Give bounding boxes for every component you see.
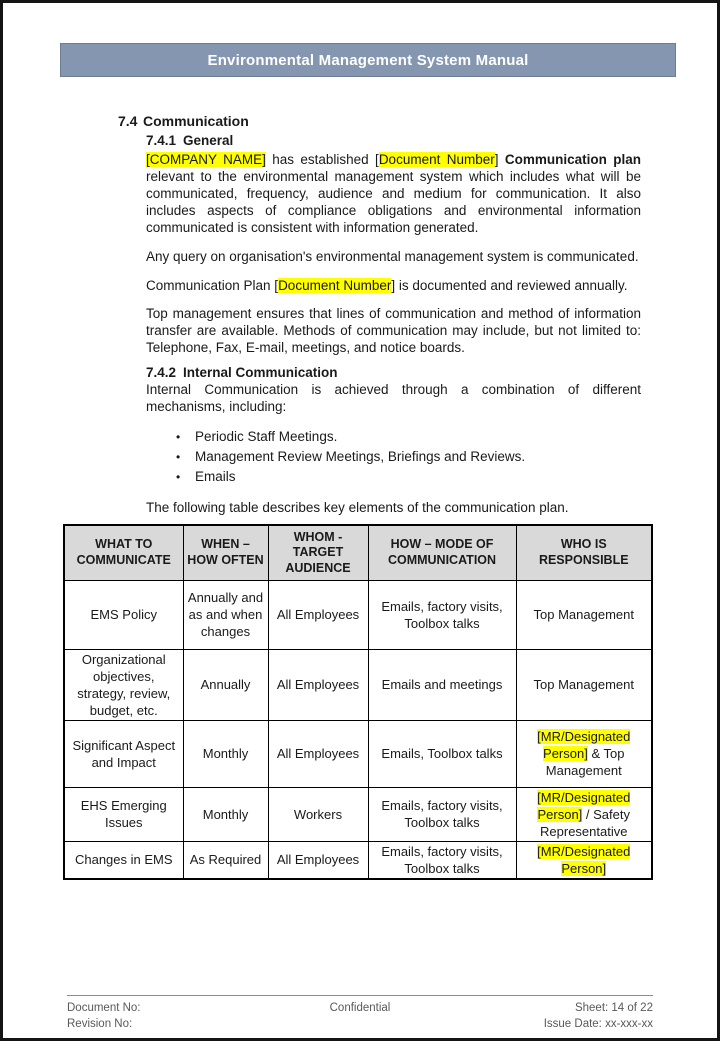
document-number-placeholder: Document Number [278,278,392,293]
table-row [64,580,652,649]
footer-document-no: Document No: [67,1002,141,1014]
document-title: Environmental Management System Manual [207,51,529,69]
footer-center [262,1000,457,1032]
table-row [64,649,652,720]
col-header-whom: WHOM - TARGET AUDIENCE [268,525,368,580]
section-title: General [183,133,234,148]
col-header-how: HOW – MODE OF COMMUNICATION [368,525,516,580]
cell-whom: All Employees [268,580,368,649]
footer-right [458,1000,653,1032]
cell-when: Monthly [183,787,268,841]
communication-plan-bold: Communication plan [504,152,641,167]
paragraph-general-1: [COMPANY NAME] has established [Document Number] Communication plan relevant to the environmental management system which includes what will be communicated, frequency, audience and medium for communication. It also includes aspects of compliance obligations and environmental information communicated is consistent with information generated. [146,152,641,235]
table-row [64,787,652,841]
cell-what: Changes in EMS [64,841,183,879]
bullet-icon: • [176,470,181,484]
col-header-who: WHO IS RESPONSIBLE [516,525,652,580]
cell-whom: All Employees [268,649,368,720]
table-row [64,841,652,879]
page-footer [67,995,653,1032]
cell-who [516,841,652,879]
footer-left [67,1000,262,1032]
cell-when: Annually and as and when changes [183,580,268,649]
cell-who: [MR/Designated Person] / Safety Representative [516,787,652,841]
paragraph-general-2: Any query on organisation's environmental management system is communicated. [146,249,639,264]
section-heading-7-4 [118,113,640,130]
cell-when: Annually [183,649,268,720]
cell-what: EMS Policy [64,580,183,649]
section-number: 7.4.1 [146,133,177,148]
cell-when: As Required [183,841,268,879]
page-content [3,3,717,880]
cell-how: Emails, Toolbox talks [368,720,516,787]
section-number: 7.4.2 [146,365,177,380]
bullet-list [176,427,641,487]
cell-who: [MR/Designated Person] & Top Management [516,720,652,787]
list-item: • Periodic Staff Meetings. [176,427,641,447]
section-heading-7-4-1 [146,132,640,149]
bullet-icon: • [176,430,181,444]
paragraph-general-3: Communication Plan [Document Number] is documented and reviewed annually. [146,278,628,293]
table-row [64,720,652,787]
cell-who: Top Management [516,580,652,649]
mr-designated-placeholder: [MR/Designated Person] [537,843,631,876]
mr-designated-placeholder: [MR/Designated Person] [537,789,631,822]
section-heading-7-4-2 [146,364,640,381]
cell-how: Emails, factory visits, Toolbox talks [368,580,516,649]
cell-how: Emails, factory visits, Toolbox talks [368,841,516,879]
section-title: Internal Communication [183,365,338,380]
footer-revision-no: Revision No: [67,1018,133,1030]
cell-whom: All Employees [268,720,368,787]
section-number: 7.4 [118,113,138,129]
list-item: • Management Review Meetings, Briefings and Reviews. [176,447,641,467]
cell-what: EHS Emerging Issues [64,787,183,841]
footer-confidential: Confidential [329,1002,391,1014]
cell-whom: All Employees [268,841,368,879]
col-header-when: WHEN – HOW OFTEN [183,525,268,580]
cell-when: Monthly [183,720,268,787]
section-title: Communication [143,113,249,129]
paragraph-internal-comm: Internal Communication is achieved through a combination of different mechanisms, including: [146,382,641,414]
company-name-placeholder: [COMPANY NAME] [146,152,266,167]
cell-whom: Workers [268,787,368,841]
list-item: • Emails [176,467,641,487]
footer-sheet: Sheet: 14 of 22 [574,1002,653,1014]
cell-who: Top Management [516,649,652,720]
cell-what: Significant Aspect and Impact [64,720,183,787]
table-header-row [64,525,652,580]
table-intro: The following table describes key elements of the communication plan. [146,500,569,515]
document-number-placeholder: Document Number [378,152,495,167]
mr-designated-placeholder: [MR/Designated Person] [537,729,631,761]
cell-what: Organizational objectives, strategy, review, budget, etc. [64,649,183,720]
cell-how: Emails and meetings [368,649,516,720]
cell-how: Emails, factory visits, Toolbox talks [368,787,516,841]
bullet-icon: • [176,450,181,464]
footer-issue-date: Issue Date: xx-xxx-xx [543,1018,653,1030]
col-header-what: WHAT TO COMMUNICATE [64,525,183,580]
communication-plan-table [63,524,653,880]
paragraph-general-4: Top management ensures that lines of communication and method of information transfer are available. Methods of communication may include, but not limited to: Telephone, Fax, E-mail, meetings, and notice boards. [146,306,641,355]
